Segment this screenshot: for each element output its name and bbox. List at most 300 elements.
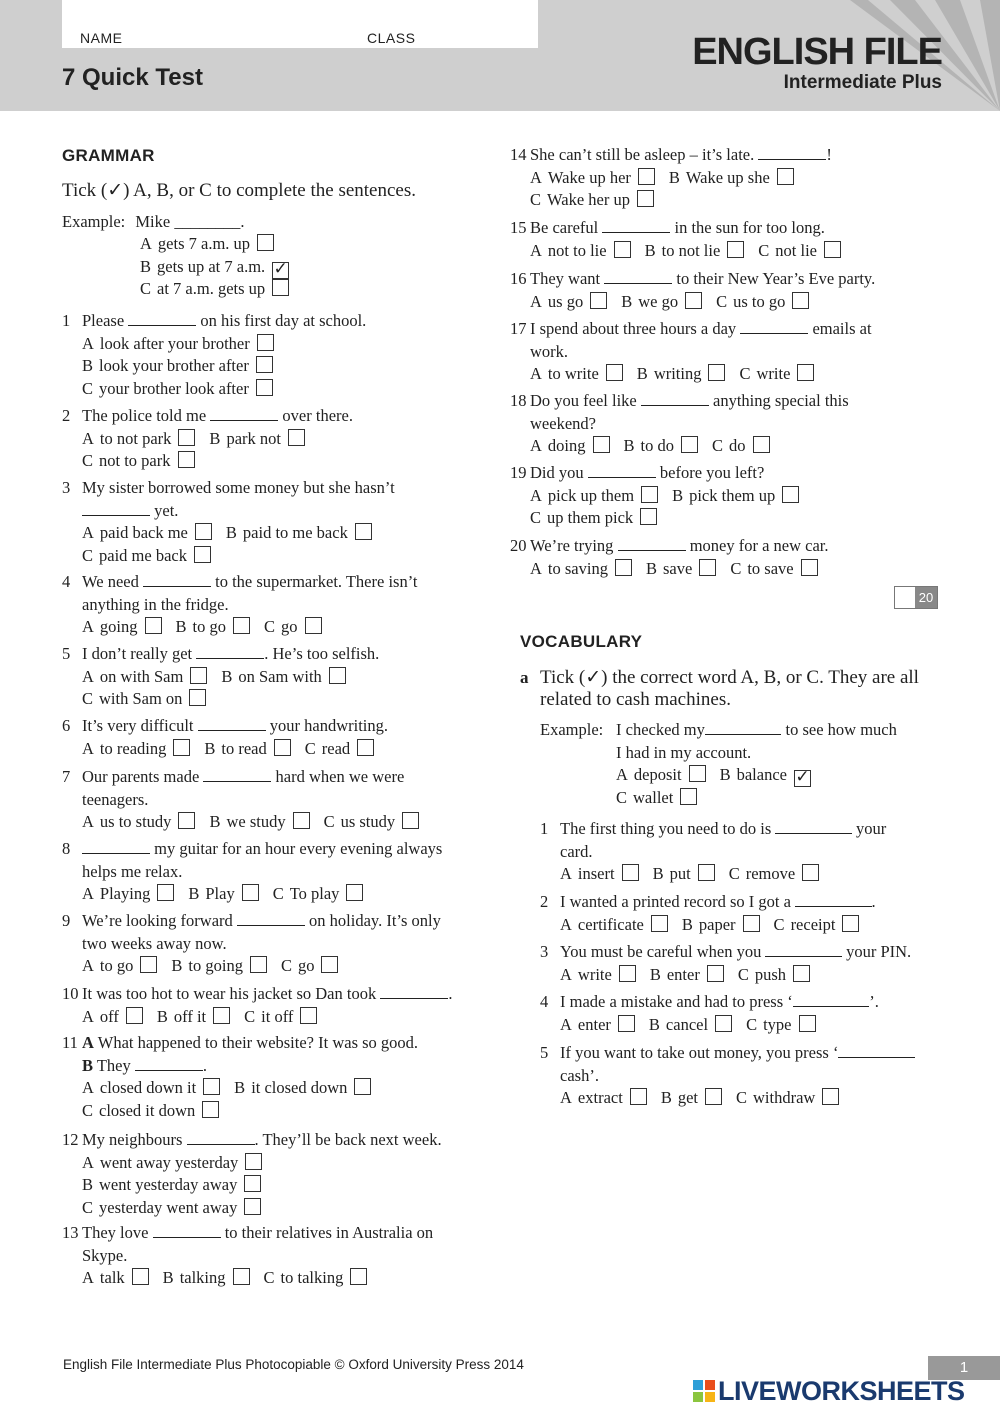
- option-letter: B: [140, 256, 152, 276]
- tick-box[interactable]: [727, 241, 744, 258]
- option-letter: A: [82, 1006, 94, 1026]
- question-body: [530, 390, 849, 458]
- options-row: [82, 811, 433, 834]
- tick-box[interactable]: [357, 739, 374, 756]
- option-letter: C: [736, 1088, 748, 1107]
- tick-box[interactable]: [257, 334, 274, 351]
- part-letter: a: [520, 668, 529, 687]
- question-number: 12: [62, 1130, 79, 1149]
- option-text: off it: [173, 1006, 207, 1026]
- option-b: [82, 355, 273, 377]
- option-text: us to go: [733, 291, 786, 311]
- option-text: we go: [638, 291, 679, 311]
- tick-box[interactable]: [698, 864, 715, 881]
- question-number: 8: [62, 839, 71, 858]
- option-letter: A: [82, 1152, 94, 1172]
- option-text: Wake up she: [685, 167, 770, 187]
- option-letter: C: [82, 378, 94, 398]
- tick-box[interactable]: [680, 788, 697, 805]
- option-text: paid me back: [99, 545, 187, 565]
- option-text: balance: [736, 765, 787, 784]
- tick-box[interactable]: [630, 1088, 647, 1105]
- tick-box[interactable]: [822, 1088, 839, 1105]
- question-number: 5: [540, 1043, 549, 1062]
- option-text: closed it down: [99, 1100, 196, 1120]
- options-row: [82, 1077, 418, 1100]
- answer-blank: [153, 1223, 221, 1238]
- question-number: 3: [62, 478, 71, 497]
- option-letter: C: [263, 1268, 275, 1287]
- answer-blank: [128, 311, 196, 326]
- option-a: [82, 666, 207, 688]
- tick-box[interactable]: [293, 812, 310, 829]
- question-line: We’re trying money for a new car.: [530, 536, 829, 555]
- option-a: [530, 485, 658, 507]
- option-a: [82, 1077, 220, 1099]
- tick-box[interactable]: [638, 168, 655, 185]
- option-text: Wake her up: [547, 190, 630, 209]
- grammar-score-box[interactable]: [894, 586, 938, 609]
- option-text: on with Sam: [99, 666, 184, 686]
- option-text: insert: [577, 864, 615, 883]
- options-row: [82, 616, 417, 639]
- tick-box[interactable]: [244, 1175, 261, 1192]
- question-body: [530, 462, 813, 530]
- option-b: [646, 558, 716, 580]
- tick-box[interactable]: [173, 739, 190, 756]
- option-b: [157, 1006, 230, 1028]
- option-a: [140, 233, 274, 255]
- option-letter: A: [530, 558, 542, 578]
- question-body: [530, 268, 875, 313]
- tick-box[interactable]: [802, 864, 819, 881]
- question-body: [82, 477, 395, 567]
- tick-box[interactable]: [132, 1268, 149, 1285]
- tick-box[interactable]: [195, 523, 212, 540]
- option-c: [729, 863, 820, 885]
- option-b: [188, 883, 258, 905]
- option-text: look your brother after: [99, 356, 249, 375]
- option-a: [82, 811, 195, 833]
- tick-box[interactable]: [244, 1198, 261, 1215]
- option-text: write: [756, 364, 791, 383]
- option-text: paid back me: [99, 523, 188, 542]
- options-row: [82, 333, 366, 356]
- question-number: 5: [62, 644, 71, 663]
- option-text: certificate: [577, 914, 644, 934]
- option-text: paper: [698, 914, 736, 934]
- option-text: yesterday went away: [99, 1197, 238, 1217]
- option-text: to write: [547, 364, 599, 383]
- question-number: 11: [62, 1033, 78, 1052]
- tick-box[interactable]: ✓: [795, 767, 810, 787]
- option-b: [624, 435, 698, 457]
- tick-box[interactable]: [202, 1101, 219, 1118]
- question-body: [530, 144, 832, 212]
- question-line: yet.: [82, 500, 395, 523]
- tick-box[interactable]: [715, 1015, 732, 1032]
- tick-box[interactable]: [300, 1007, 317, 1024]
- tick-box[interactable]: [346, 884, 363, 901]
- option-letter: B: [719, 765, 731, 784]
- tick-box[interactable]: [190, 667, 207, 684]
- tick-box[interactable]: [640, 508, 657, 525]
- options-row: [82, 955, 441, 978]
- option-c: [273, 883, 364, 905]
- page-title: 7 Quick Test: [62, 64, 203, 91]
- question-number: 1: [540, 819, 549, 838]
- options-row: [82, 1197, 442, 1220]
- question-line: The first thing you need to do is your: [560, 819, 887, 838]
- tick-box[interactable]: [614, 241, 631, 258]
- tick-box[interactable]: [272, 279, 289, 296]
- question-number: 14: [510, 145, 527, 164]
- option-text: remove: [745, 864, 796, 883]
- option-c: [82, 1197, 261, 1219]
- option-text: push: [754, 964, 787, 984]
- option-letter: B: [644, 240, 656, 260]
- brand-edition: Intermediate Plus: [783, 72, 942, 93]
- answer-blank: [618, 536, 686, 551]
- tick-box[interactable]: [618, 1015, 635, 1032]
- option-letter: C: [737, 964, 749, 984]
- tick-box[interactable]: [593, 436, 610, 453]
- tick-box[interactable]: [242, 884, 259, 901]
- tick-box[interactable]: [699, 559, 716, 576]
- option-b: [720, 764, 811, 787]
- tick-box[interactable]: [637, 190, 654, 207]
- option-letter: C: [728, 864, 740, 883]
- tick-box[interactable]: [793, 965, 810, 982]
- options-row: [530, 558, 832, 581]
- options-row: [82, 545, 395, 568]
- option-letter: B: [82, 356, 94, 375]
- tick-box[interactable]: [157, 884, 174, 901]
- option-letter: A: [530, 485, 542, 505]
- answer-blank: [641, 391, 709, 406]
- question-body: [82, 766, 433, 834]
- option-letter: C: [530, 190, 542, 209]
- options-row: [530, 435, 849, 458]
- option-letter: A: [82, 523, 94, 542]
- tick-box[interactable]: [126, 1007, 143, 1024]
- tick-box[interactable]: [305, 617, 322, 634]
- tick-box[interactable]: [355, 523, 372, 540]
- option-text: at 7 a.m. gets up: [157, 279, 266, 298]
- tick-box[interactable]: [178, 451, 195, 468]
- tick-box[interactable]: [708, 364, 725, 381]
- option-letter: B: [623, 436, 635, 455]
- question-line: Do you feel like anything special this: [530, 391, 849, 410]
- option-b: [140, 256, 289, 279]
- option-c: [244, 1006, 317, 1028]
- options-row: [82, 1100, 418, 1123]
- option-text: writing: [653, 364, 702, 383]
- option-c: [281, 955, 339, 977]
- option-letter: B: [156, 1006, 168, 1026]
- options-row: [140, 233, 303, 256]
- tick-box[interactable]: [145, 617, 162, 634]
- option-letter: B: [668, 167, 680, 187]
- watermark-text: LIVEWORKSHEETS: [718, 1376, 965, 1406]
- option-text: off: [99, 1006, 119, 1026]
- option-text: receipt: [790, 914, 836, 934]
- option-text: enter: [577, 1014, 611, 1034]
- option-a: [530, 435, 610, 457]
- option-text: wallet: [633, 787, 674, 807]
- question-line: weekend?: [530, 413, 596, 433]
- answer-blank: [143, 572, 211, 587]
- tick-box[interactable]: [178, 812, 195, 829]
- option-b: [234, 1077, 371, 1099]
- option-letter: B: [648, 1014, 660, 1034]
- tick-box[interactable]: [622, 864, 639, 881]
- option-letter: C: [323, 812, 335, 831]
- option-text: to go: [192, 617, 226, 636]
- tick-box[interactable]: [288, 429, 305, 446]
- option-letter: A: [82, 617, 94, 636]
- page-header: [0, 0, 1000, 111]
- option-text: withdraw: [753, 1088, 816, 1107]
- question-line: Did you before you left?: [530, 463, 765, 482]
- option-text: to saving: [547, 558, 608, 578]
- option-a: [530, 291, 607, 313]
- option-text: us to study: [99, 812, 172, 831]
- options-row: [82, 1267, 433, 1290]
- question-body: [82, 715, 388, 760]
- option-text: your brother look after: [99, 378, 249, 398]
- footer-copyright: [63, 1357, 524, 1372]
- option-letter: A: [82, 738, 94, 758]
- option-c: [746, 1014, 815, 1036]
- tick-box[interactable]: [256, 356, 273, 373]
- option-letter: C: [616, 787, 628, 807]
- option-text: it off: [261, 1006, 294, 1026]
- tick-box[interactable]: [402, 812, 419, 829]
- tick-box[interactable]: [792, 292, 809, 309]
- question-number: 4: [62, 572, 71, 591]
- question-line: Our parents made hard when we were: [82, 767, 405, 786]
- option-text: read: [321, 738, 351, 758]
- option-letter: B: [221, 666, 233, 686]
- question-line: If you want to take out money, you press ‘: [560, 1042, 915, 1065]
- tick-box[interactable]: [641, 486, 658, 503]
- question-line: cash’.: [560, 1065, 599, 1085]
- option-c: [82, 378, 273, 400]
- option-text: save: [662, 558, 693, 578]
- tick-box[interactable]: ✓: [273, 258, 288, 279]
- option-letter: B: [209, 812, 221, 831]
- option-c: [716, 291, 809, 313]
- question-line: Please on his first day at school.: [82, 311, 367, 330]
- option-a: [560, 914, 668, 936]
- option-letter: C: [82, 545, 94, 565]
- tick-box[interactable]: [178, 429, 195, 446]
- answer-blank: [588, 463, 656, 478]
- answer-blank: [380, 984, 448, 999]
- option-c: [530, 507, 657, 529]
- option-c: [324, 811, 420, 833]
- options-row: [82, 688, 379, 711]
- option-a: [82, 616, 162, 638]
- tick-box[interactable]: [257, 234, 274, 251]
- option-letter: C: [739, 364, 751, 383]
- answer-blank: [604, 269, 672, 284]
- option-text: not to park: [99, 451, 171, 470]
- tick-box[interactable]: [250, 956, 267, 973]
- tick-box[interactable]: [606, 364, 623, 381]
- tick-box[interactable]: [777, 168, 794, 185]
- question-line: You must be careful when you your PIN.: [560, 942, 912, 961]
- option-text: deposit: [633, 765, 682, 784]
- option-b: [82, 1174, 261, 1196]
- vocab-instruction-line-2: related to cash machines.: [540, 689, 731, 710]
- tick-box[interactable]: [689, 765, 706, 782]
- tick-box[interactable]: [245, 1153, 262, 1170]
- option-text: To play: [289, 884, 340, 903]
- tick-box[interactable]: [354, 1078, 371, 1095]
- question-line: I don’t really get . He’s too selfish.: [82, 644, 380, 663]
- option-text: went away yesterday: [99, 1152, 239, 1172]
- tick-box[interactable]: [707, 965, 724, 982]
- options-row: [530, 291, 875, 314]
- option-a: [82, 428, 195, 450]
- option-letter: C: [280, 956, 292, 975]
- option-text: enter: [666, 964, 700, 984]
- question-line: I wanted a printed record so I got a .: [560, 892, 876, 911]
- option-c: [82, 688, 206, 710]
- option-c: [738, 964, 810, 986]
- tick-box[interactable]: [842, 915, 859, 932]
- option-text: closed down it: [99, 1078, 197, 1097]
- option-letter: A: [560, 1088, 572, 1107]
- option-letter: C: [264, 617, 276, 636]
- answer-blank: [82, 839, 150, 854]
- option-a: [560, 964, 636, 986]
- tick-box[interactable]: [256, 379, 273, 396]
- option-b: [226, 522, 372, 544]
- tick-box[interactable]: [799, 1015, 816, 1032]
- tick-box[interactable]: [685, 292, 702, 309]
- option-letter: A: [82, 956, 94, 975]
- question-line: Be careful in the sun for too long.: [530, 218, 825, 237]
- option-text: us study: [340, 812, 396, 831]
- tick-box[interactable]: [590, 292, 607, 309]
- example-label: Example:: [62, 212, 126, 231]
- question-body: [560, 1042, 915, 1110]
- option-text: write: [577, 964, 612, 984]
- option-c: [730, 558, 817, 580]
- question-body: [560, 818, 886, 886]
- options-row: [560, 914, 876, 937]
- tick-box[interactable]: [233, 617, 250, 634]
- option-a: [82, 522, 212, 544]
- option-text: to reading: [99, 738, 167, 758]
- option-text: going: [99, 617, 138, 636]
- tick-box[interactable]: [350, 1268, 367, 1285]
- option-text: park not: [226, 428, 281, 448]
- option-c: [530, 189, 654, 211]
- tick-box[interactable]: [329, 667, 346, 684]
- option-letter: B: [672, 485, 684, 505]
- tick-box[interactable]: [753, 436, 770, 453]
- option-b: [637, 363, 726, 385]
- option-b: [653, 863, 715, 885]
- option-c: [739, 363, 814, 385]
- tick-box[interactable]: [321, 956, 338, 973]
- option-letter: A: [140, 234, 152, 253]
- tick-box[interactable]: [140, 956, 157, 973]
- tick-box[interactable]: [705, 1088, 722, 1105]
- tick-box[interactable]: [203, 1078, 220, 1095]
- option-letter: A: [560, 1014, 572, 1034]
- tick-box[interactable]: [274, 739, 291, 756]
- tick-box[interactable]: [189, 689, 206, 706]
- option-b: [209, 428, 305, 450]
- option-text: pick them up: [689, 485, 776, 505]
- answer-blank: [765, 942, 842, 957]
- question-number: 10: [62, 984, 79, 1003]
- tick-box[interactable]: [233, 1268, 250, 1285]
- options-row: [560, 964, 911, 987]
- question-number: 16: [510, 269, 527, 288]
- question-line: She can’t still be asleep – it’s late. !: [530, 145, 832, 164]
- tick-box[interactable]: [213, 1007, 230, 1024]
- question-number: 18: [510, 391, 527, 410]
- question-line: We’re looking forward on holiday. It’s only: [82, 911, 441, 930]
- tick-box[interactable]: [797, 364, 814, 381]
- option-a: [560, 863, 639, 885]
- tick-box[interactable]: [194, 546, 211, 563]
- tick-box[interactable]: [824, 241, 841, 258]
- option-letter: B: [204, 738, 216, 758]
- question-line: A What happened to their website? It was so good.: [82, 1033, 419, 1052]
- question-number: 13: [62, 1223, 79, 1242]
- option-letter: A: [82, 333, 94, 353]
- tick-box[interactable]: [651, 915, 668, 932]
- question-body: [82, 910, 441, 978]
- tick-box[interactable]: [619, 965, 636, 982]
- option-letter: A: [82, 1268, 94, 1287]
- liveworksheets-watermark: [693, 1376, 965, 1407]
- tick-box[interactable]: [782, 486, 799, 503]
- option-text: type: [763, 1014, 792, 1034]
- tick-box[interactable]: [615, 559, 632, 576]
- tick-box[interactable]: [801, 559, 818, 576]
- grammar-example: [62, 211, 288, 298]
- tick-box[interactable]: [743, 915, 760, 932]
- option-a: [82, 883, 174, 905]
- option-letter: A: [82, 884, 94, 903]
- option-letter: A: [530, 167, 542, 187]
- name-class-bar: [62, 0, 538, 48]
- liveworksheets-logo-icon: [693, 1380, 715, 1402]
- option-letter: A: [530, 291, 542, 311]
- option-text: on Sam with: [238, 666, 322, 686]
- answer-blank: [196, 644, 264, 659]
- question-body: [560, 941, 911, 986]
- footer-rest: Photocopiable © Oxford University Press 2014: [241, 1357, 524, 1372]
- option-a: [530, 167, 655, 189]
- option-letter: C: [758, 240, 770, 260]
- brand-title: ENGLISH FILE: [692, 31, 942, 73]
- option-letter: A: [530, 364, 542, 383]
- tick-box[interactable]: [681, 436, 698, 453]
- option-letter: C: [712, 436, 724, 455]
- answer-blank: [203, 767, 271, 782]
- question-line: They want to their New Year’s Eve party.: [530, 269, 876, 288]
- question-number: 17: [510, 319, 527, 338]
